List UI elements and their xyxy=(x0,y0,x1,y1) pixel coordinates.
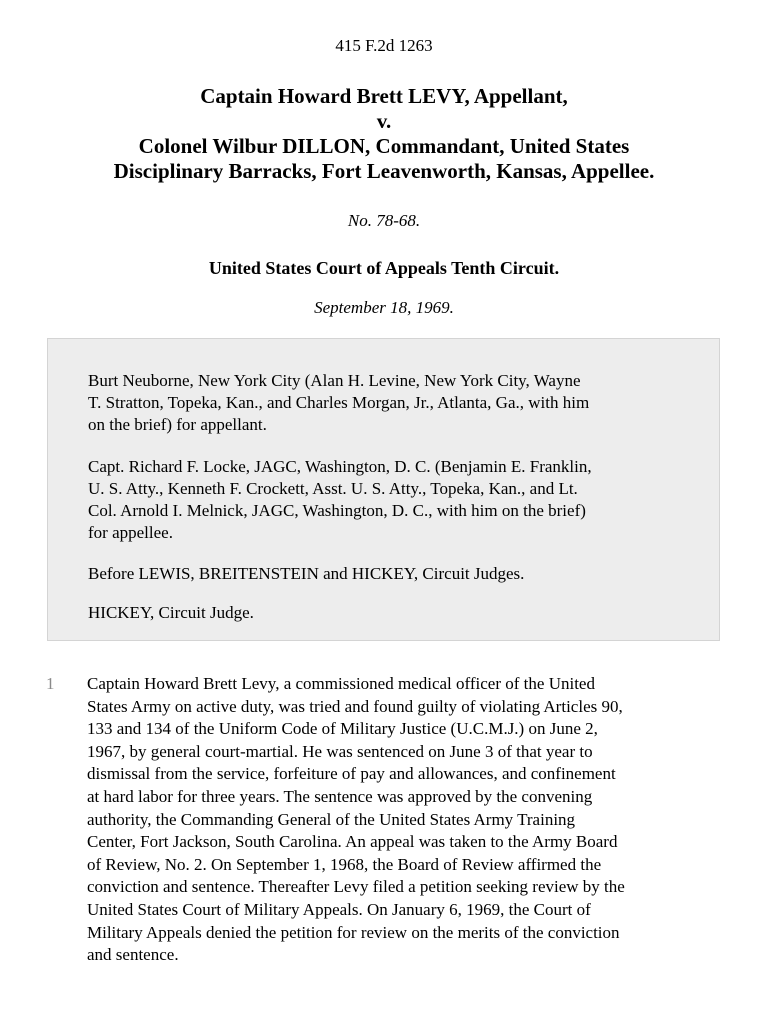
case-caption xyxy=(30,84,738,184)
opinion-line: authority, the Commanding General of the United States Army Training xyxy=(87,809,576,829)
caption-appellant: Captain Howard Brett LEVY, Appellant, xyxy=(200,84,568,108)
opinion-line: Center, Fort Jackson, South Carolina. An appeal was taken to the Army Board xyxy=(87,832,618,852)
appellee-counsel-line: Col. Arnold I. Melnick, JAGC, Washington, D. C., with him on the brief) xyxy=(88,501,586,520)
appellant-counsel-line: T. Stratton, Topeka, Kan., and Charles Morgan, Jr., Atlanta, Ga., with him xyxy=(88,393,590,412)
case-citation: 415 F.2d 1263 xyxy=(335,36,433,55)
opinion-line: dismissal from the service, forfeiture of pay and allowances, and confinement xyxy=(87,764,616,784)
appellee-counsel-line: Capt. Richard F. Locke, JAGC, Washington, D. C. (Benjamin E. Franklin, xyxy=(88,457,592,476)
opinion-line: conviction and sentence. Thereafter Levy filed a petition seeking review by the xyxy=(87,877,625,897)
appellee-counsel-line: U. S. Atty., Kenneth F. Crockett, Asst. U. S. Atty., Topeka, Kan., and Lt. xyxy=(88,479,578,498)
decision-date: September 18, 1969. xyxy=(314,298,454,317)
counsel-box xyxy=(47,338,720,641)
docket-number: No. 78-68. xyxy=(347,211,421,230)
appellant-counsel-line: on the brief) for appellant. xyxy=(88,415,267,434)
opinion-paragraph xyxy=(87,673,625,967)
opinion-line: States Army on active duty, was tried and found guilty of violating Articles 90, xyxy=(87,696,623,716)
appellee-counsel-line: for appellee. xyxy=(88,523,173,542)
court-name: United States Court of Appeals Tenth Circuit. xyxy=(208,258,560,278)
caption-appellee-line-2: Disciplinary Barracks, Fort Leavenworth, Kansas, Appellee. xyxy=(113,159,655,183)
caption-versus: v. xyxy=(376,109,392,133)
paragraph-number: 1 xyxy=(46,674,55,693)
opinion-line: United States Court of Military Appeals. On January 6, 1969, the Court of xyxy=(87,899,591,919)
judge-panel: Before LEWIS, BREITENSTEIN and HICKEY, Circuit Judges. xyxy=(88,564,525,583)
appellant-counsel xyxy=(88,370,589,436)
opinion-line: 133 and 134 of the Uniform Code of Military Justice (U.C.M.J.) on June 2, xyxy=(87,719,598,739)
caption-appellee-line-1: Colonel Wilbur DILLON, Commandant, United States xyxy=(138,134,630,158)
opinion-author: HICKEY, Circuit Judge. xyxy=(88,603,254,622)
appellant-counsel-line: Burt Neuborne, New York City (Alan H. Levine, New York City, Wayne xyxy=(88,371,581,390)
appellee-counsel xyxy=(88,456,592,544)
opinion-line: Military Appeals denied the petition for review on the merits of the conviction xyxy=(87,922,620,942)
opinion-line: Captain Howard Brett Levy, a commissioned medical officer of the United xyxy=(87,674,595,693)
opinion-line: 1967, by general court-martial. He was sentenced on June 3 of that year to xyxy=(87,741,593,761)
opinion-line: and sentence. xyxy=(87,945,179,965)
opinion-line: of Review, No. 2. On September 1, 1968, the Board of Review affirmed the xyxy=(87,854,602,874)
opinion-line: at hard labor for three years. The sentence was approved by the convening xyxy=(87,786,593,806)
